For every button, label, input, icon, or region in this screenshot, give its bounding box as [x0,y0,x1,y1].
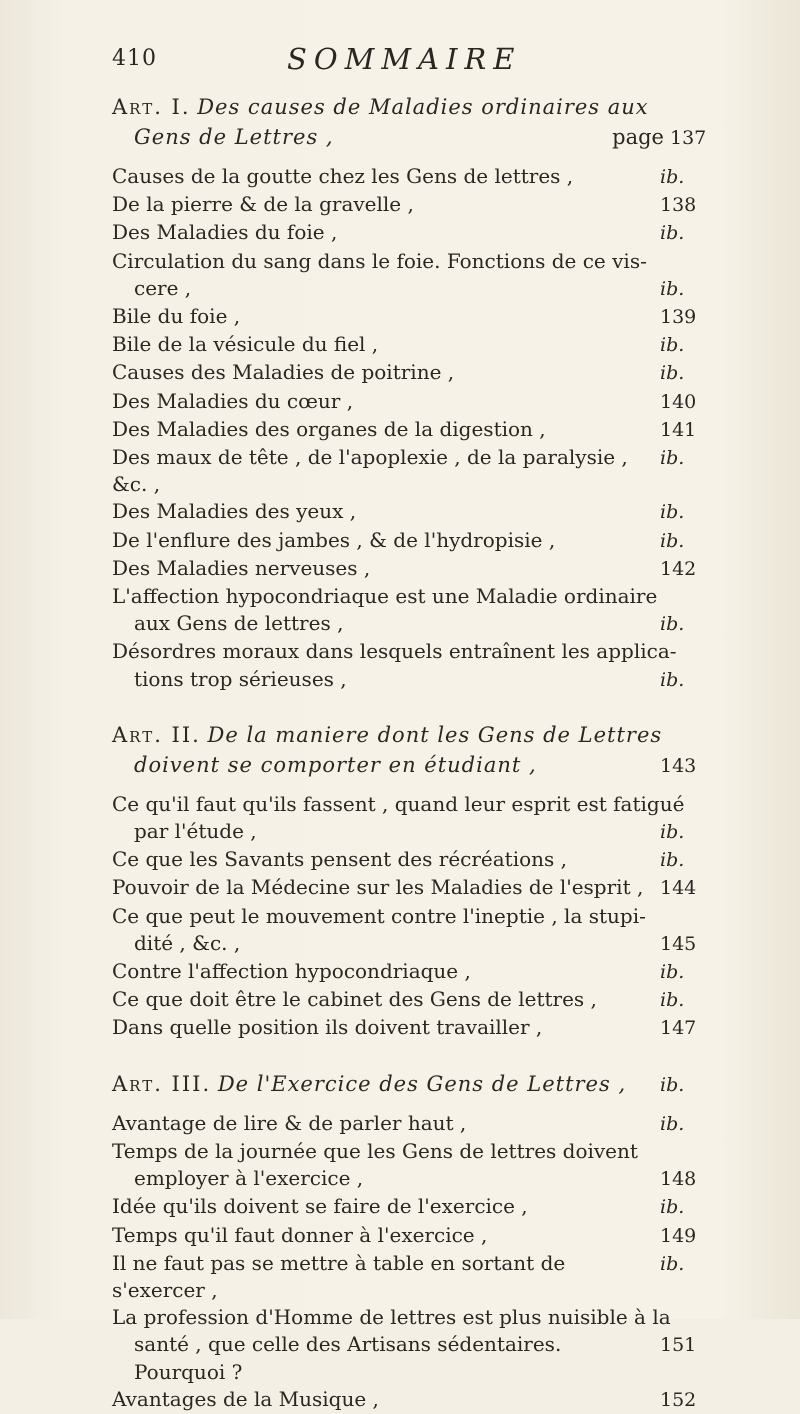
toc-entry [112,846,702,874]
entry-page-ref: 152 [660,1388,697,1411]
entry-text: employer à l'exercice , [134,1166,364,1191]
page-number: 410 [112,46,157,71]
entry-text: Des maux de tête , de l'apoplexie , de la paralysie , &c. , [112,445,628,497]
toc-entry [112,1110,702,1138]
entry-text: Temps qu'il faut donner à l'exercice , [112,1222,488,1247]
entry-text: Contre l'affection hypocondriaque , [112,959,471,984]
toc-entry [112,1304,702,1386]
entry-text: Des Maladies du foie , [112,220,338,245]
entry-text: par l'étude , [134,819,257,844]
entry-page-ref: ib. [660,1196,685,1219]
entry-page-ref: 141 [660,418,697,441]
toc-entry [112,903,702,958]
table-of-contents [112,80,707,1414]
toc-entry [112,1386,702,1414]
entry-page-ref: 151 [660,1334,697,1357]
entry-page-ref: ib. [660,613,685,636]
entry-text: Des Maladies nerveuses , [112,555,371,580]
entry-page-ref: ib. [660,362,685,385]
entry-text: dité , &c. , [134,930,241,955]
article-heading [112,1069,702,1100]
entry-text: De l'enflure des jambes , & de l'hydropisie , [112,527,556,552]
article-title-cont: doivent se comporter en étudiant , [134,752,537,777]
entry-page-ref: ib. [660,222,685,245]
article-heading [112,92,707,153]
article-label: Art. II. [112,722,201,747]
entry-page-ref: 149 [660,1224,697,1247]
entry-text: Ce que peut le mouvement contre l'ineptie , la stupi- [112,903,646,928]
entry-text: Avantage de lire & de parler haut , [112,1110,467,1135]
entry-page-ref: ib. [660,1112,685,1135]
entry-text: Ce que doit être le cabinet des Gens de lettres , [112,987,597,1012]
toc-entry [112,583,702,638]
entry-text: Causes de la goutte chez les Gens de lettres , [112,164,574,188]
entry-text: Causes des Maladies de poitrine , [112,360,455,385]
running-title: SOMMAIRE [287,42,522,76]
toc-entry [112,1138,702,1193]
entry-page-ref: 145 [660,932,697,955]
entry-text: Avantages de la Musique , [112,1386,379,1411]
entry-page-ref: ib. [660,849,685,872]
entry-text: Ce qu'il faut qu'ils fassent , quand leur esprit est fatigué [112,791,685,816]
entry-text: Désordres moraux dans lesquels entraînent les applica- [112,639,677,664]
entry-page-ref: 148 [660,1168,697,1191]
page-label: page [612,125,664,149]
running-header [112,42,692,82]
toc-entry [112,958,702,986]
article-title: De l'Exercice des Gens de Lettres , [217,1071,627,1096]
entry-page-ref: 138 [660,194,697,217]
toc-entry [112,163,702,191]
article-label: Art. I. [112,95,191,119]
entry-text: tions trop sérieuses , [134,666,347,691]
entry-text: Bile du foie , [112,304,241,329]
toc-entry [112,1222,702,1250]
entry-text: La profession d'Homme de lettres est plus nuisible à la [112,1305,671,1330]
entry-text: De la pierre & de la gravelle , [112,192,414,217]
entry-page-ref: ib. [660,166,685,188]
toc-entry [112,1250,702,1304]
entry-page-ref: 140 [660,390,697,413]
entry-text: Bile de la vésicule du fiel , [112,332,379,357]
toc-entry [112,359,702,387]
entry-page-ref: ib. [660,961,685,984]
toc-entry [112,555,702,583]
entry-text: L'affection hypocondriaque est une Maladie ordinaire [112,584,658,609]
entry-text: Ce que les Savants pensent des récréations , [112,847,568,872]
article-title: De la maniere dont les Gens de Lettres [207,722,663,747]
article-page-ref: 143 [660,754,697,777]
toc-entry [112,303,702,331]
entry-page-ref: ib. [660,447,685,470]
toc-entry [112,527,702,555]
entry-text: santé , que celle des Artisans sédentaires. Pourquoi ? [134,1332,562,1384]
entry-text: Des Maladies des yeux , [112,499,357,524]
toc-entry [112,791,702,846]
article-title-cont: Gens de Lettres , [134,125,334,149]
toc-entry [112,191,702,219]
toc-entry [112,638,702,693]
article-title: Des causes de Maladies ordinaires aux [197,95,649,119]
entry-text: Dans quelle position ils doivent travailler , [112,1015,543,1040]
article-page-ref: ib. [660,1073,685,1096]
entry-text: Des Maladies des organes de la digestion , [112,416,546,441]
entry-page-ref: 142 [660,557,697,580]
entry-page-ref: ib. [660,821,685,844]
entry-page-ref: ib. [660,668,685,691]
article-page-ref: 137 [670,127,707,149]
toc-entry [112,874,702,902]
article-label: Art. III. [112,1071,212,1096]
entry-text: Circulation du sang dans le foie. Fonctions de ce vis- [112,248,647,273]
toc-entry [112,331,702,359]
entry-text: Idée qu'ils doivent se faire de l'exercice , [112,1194,528,1219]
toc-entry [112,498,702,526]
entry-page-ref: ib. [660,989,685,1012]
toc-entry [112,219,702,247]
article-heading [112,720,702,781]
entry-page-ref: ib. [660,501,685,524]
entry-page-ref: 139 [660,306,697,329]
toc-entry [112,1193,702,1221]
toc-entry [112,248,702,303]
entry-page-ref: ib. [660,529,685,552]
entry-text: cere , [134,275,192,300]
entry-text: Pouvoir de la Médecine sur les Maladies de l'esprit , [112,875,644,900]
entry-page-ref: ib. [660,277,685,300]
entry-text: Temps de la journée que les Gens de lettres doivent [112,1138,638,1163]
entry-text: Il ne faut pas se mettre à table en sortant de s'exercer , [112,1250,566,1302]
toc-entry [112,1014,702,1042]
entry-page-ref: 147 [660,1017,697,1040]
toc-entry [112,388,702,416]
entry-page-ref: ib. [660,334,685,357]
entry-text: aux Gens de lettres , [134,611,344,636]
toc-entry [112,986,702,1014]
toc-entry [112,416,702,444]
toc-entry [112,444,702,498]
entry-text: Des Maladies du cœur , [112,388,354,413]
entry-page-ref: ib. [660,1252,685,1275]
entry-page-ref: 144 [660,877,697,900]
